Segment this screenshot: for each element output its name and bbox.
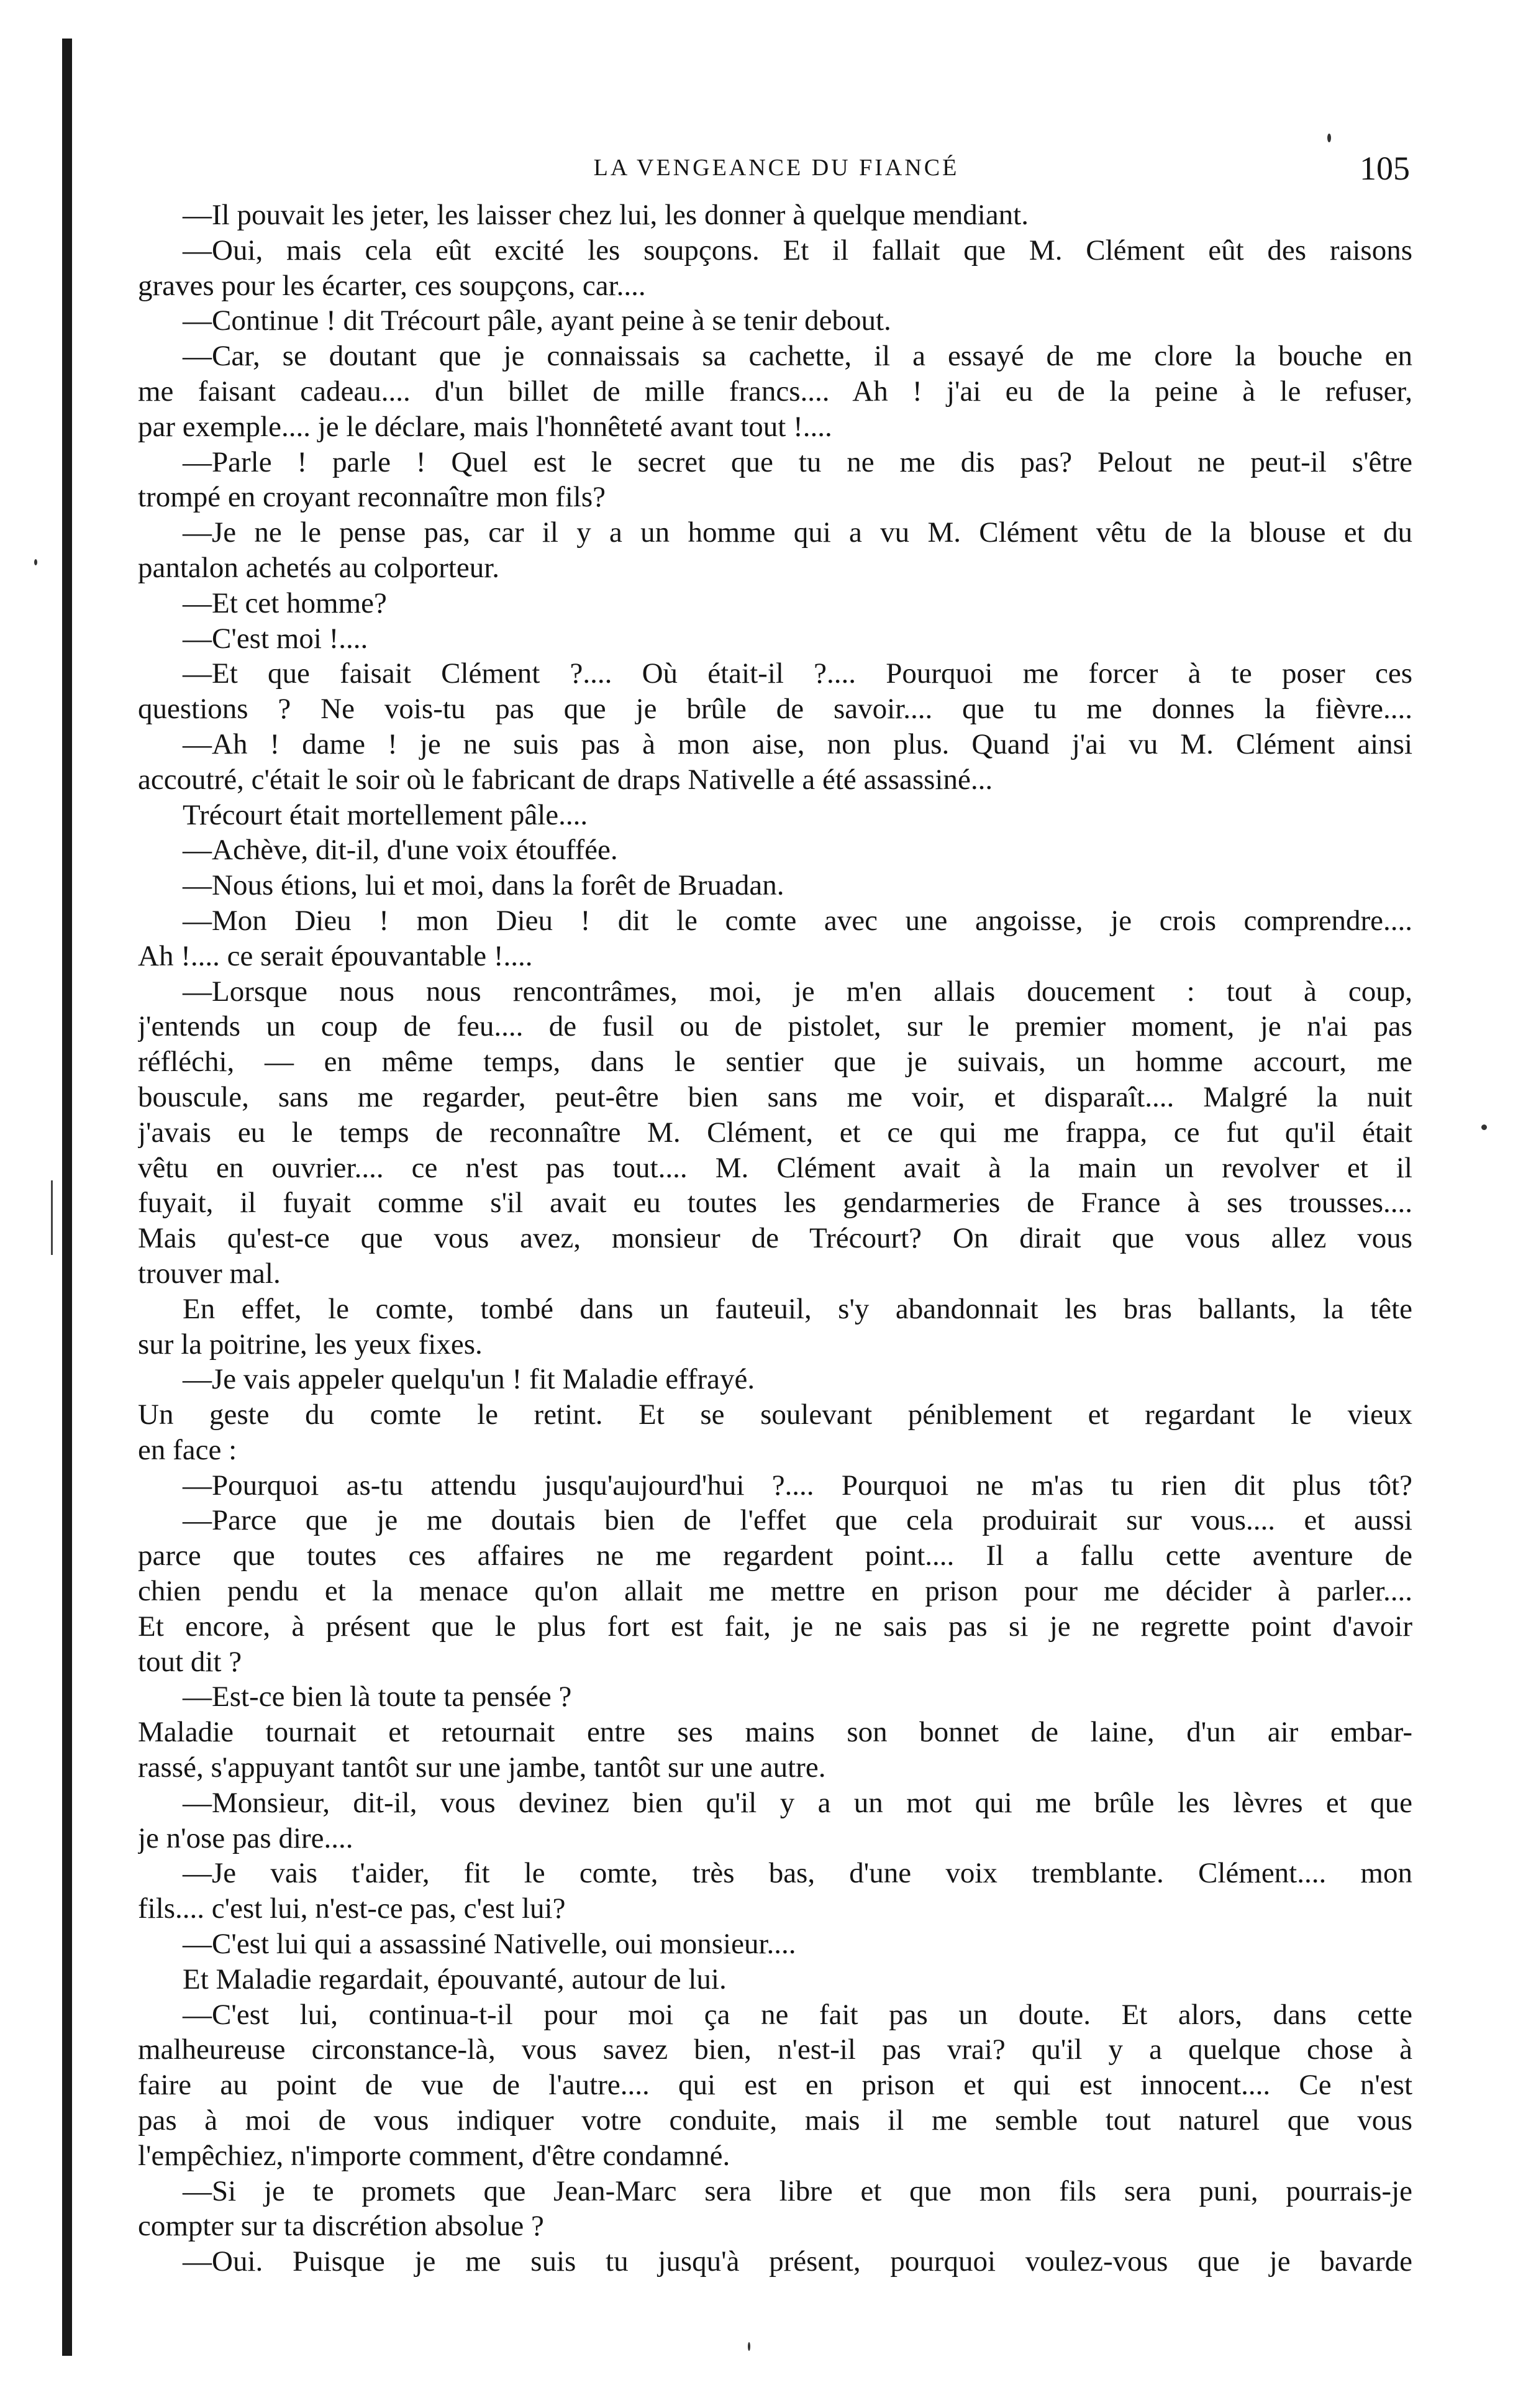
text-line: trouver mal. xyxy=(138,1257,281,1290)
text-line: pantalon achetés au colporteur. xyxy=(138,551,500,584)
text-line: —Je ne le pense pas, car il y a un homme qui a vu M. Clément vêtu de la blouse et du xyxy=(183,516,1412,549)
running-head xyxy=(143,149,1410,193)
text-line: en face : xyxy=(138,1433,237,1466)
text-line: —Et que faisait Clément ?.... Où était-il ?.... Pourquoi me forcer à te poser ces xyxy=(183,657,1412,690)
print-speck xyxy=(34,559,37,565)
text-line: Ah !.... ce serait épouvantable !.... xyxy=(138,939,533,972)
text-line: Et Maladie regardait, épouvanté, autour de lui. xyxy=(183,1963,727,1995)
text-line: rassé, s'appuyant tantôt sur une jambe, tantôt sur une autre. xyxy=(138,1751,826,1784)
text-line: Et encore, à présent que le plus fort est fait, je ne sais pas si je ne regrette point d'avoir xyxy=(138,1610,1412,1643)
text-line: je n'ose pas dire.... xyxy=(138,1822,353,1854)
text-line: —Parle ! parle ! Quel est le secret que tu ne me dis pas? Pelout ne peut-il s'être xyxy=(183,445,1412,478)
text-line: —Est-ce bien là toute ta pensée ? xyxy=(183,1681,572,1713)
text-line: —Si je te promets que Jean-Marc sera libre et que mon fils sera puni, pourrais-je xyxy=(183,2174,1412,2207)
print-speck xyxy=(1327,134,1331,142)
text-line: tout dit ? xyxy=(138,1645,242,1678)
text-line: —Continue ! dit Trécourt pâle, ayant peine à se tenir debout. xyxy=(183,304,891,337)
text-line: accoutré, c'était le soir où le fabricant de draps Nativelle a été assassiné... xyxy=(138,763,993,796)
text-line: Maladie tournait et retournait entre ses mains son bonnet de laine, d'un air embar- xyxy=(138,1716,1412,1749)
text-line: —Il pouvait les jeter, les laisser chez lui, les donner à quelque mendiant. xyxy=(183,199,1029,231)
text-line: sur la poitrine, les yeux fixes. xyxy=(138,1328,483,1361)
binding-edge-line xyxy=(62,39,72,2356)
text-line: malheureuse circonstance-là, vous savez bien, n'est-il pas vrai? qu'il y a quelque chose à xyxy=(138,2033,1412,2066)
text-line: —Lorsque nous nous rencontrâmes, moi, je m'en allais doucement : tout à coup, xyxy=(183,975,1412,1008)
text-line: fuyait, il fuyait comme s'il avait eu toutes les gendarmeries de France à ses trousses.... xyxy=(138,1187,1412,1220)
text-line: —Oui, mais cela eût excité les soupçons. Et il fallait que M. Clément eût des raisons xyxy=(183,234,1412,267)
text-line: faire au point de vue de l'autre.... qui est en prison et qui est innocent.... Ce n'est xyxy=(138,2069,1412,2102)
text-line: —C'est lui, continua-t-il pour moi ça ne fait pas un doute. Et alors, dans cette xyxy=(183,1998,1412,2031)
text-line: —Oui. Puisque je me suis tu jusqu'à présent, pourquoi voulez-vous que je bavarde xyxy=(183,2245,1412,2278)
text-line: chien pendu et la menace qu'on allait me mettre en prison pour me décider à parler.... xyxy=(138,1575,1412,1608)
running-title: LA VENGEANCE DU FIANCÉ xyxy=(593,155,960,181)
text-line: par exemple.... je le déclare, mais l'honnêteté avant tout !.... xyxy=(138,410,832,443)
text-line: graves pour les écarter, ces soupçons, car.... xyxy=(138,269,646,302)
text-line: vêtu en ouvrier.... ce n'est pas tout.... M. Clément avait à la main un revolver et il xyxy=(138,1151,1412,1184)
text-line: questions ? Ne vois-tu pas que je brûle de savoir.... que tu me donnes la fièvre.... xyxy=(138,693,1412,726)
text-line: fils.... c'est lui, n'est-ce pas, c'est lui? xyxy=(138,1892,566,1925)
text-line: bouscule, sans me regarder, peut-être bien sans me voir, et disparaît.... Malgré la nuit xyxy=(138,1080,1412,1113)
text-line: —Parce que je me doutais bien de l'effet que cela produirait sur vous.... et aussi xyxy=(183,1504,1412,1537)
text-line: me faisant cadeau.... d'un billet de mille francs.... Ah ! j'ai eu de la peine à le refuser, xyxy=(138,375,1412,408)
text-line: parce que toutes ces affaires ne me regardent point.... Il a fallu cette aventure de xyxy=(138,1539,1412,1572)
print-speck xyxy=(748,2342,750,2351)
text-line: Un geste du comte le retint. Et se soulevant péniblement et regardant le vieux xyxy=(138,1398,1412,1431)
text-line: En effet, le comte, tombé dans un fauteuil, s'y abandonnait les bras ballants, la tête xyxy=(183,1292,1412,1325)
text-line: —Car, se doutant que je connaissais sa cachette, il a essayé de me clore la bouche en xyxy=(183,340,1412,373)
text-line: —Je vais appeler quelqu'un ! fit Maladie effrayé. xyxy=(183,1363,755,1396)
text-line: Trécourt était mortellement pâle.... xyxy=(183,798,588,831)
text-line: —Mon Dieu ! mon Dieu ! dit le comte avec une angoisse, je crois comprendre.... xyxy=(183,904,1412,937)
text-line: j'avais eu le temps de reconnaître M. Clément, et ce qui me frappa, ce fut qu'il était xyxy=(138,1116,1412,1149)
text-line: —Achève, dit-il, d'une voix étouffée. xyxy=(183,834,618,867)
text-line: —Pourquoi as-tu attendu jusqu'aujourd'hui ?.... Pourquoi ne m'as tu rien dit plus tôt? xyxy=(183,1469,1412,1502)
text-line: —Je vais t'aider, fit le comte, très bas, d'une voix tremblante. Clément.... mon xyxy=(183,1857,1412,1890)
page-number: 105 xyxy=(1360,150,1410,187)
text-line: j'entends un coup de feu.... de fusil ou de pistolet, sur le premier moment, je n'ai pas xyxy=(138,1010,1412,1043)
text-line: —C'est moi !.... xyxy=(183,622,368,655)
text-line: pas à moi de vous indiquer votre conduite, mais il me semble tout naturel que vous xyxy=(138,2104,1412,2137)
text-line: —Nous étions, lui et moi, dans la forêt de Bruadan. xyxy=(183,869,784,902)
print-speck xyxy=(1481,1124,1487,1130)
text-line: —Monsieur, dit-il, vous devinez bien qu'il y a un mot qui me brûle les lèvres et que xyxy=(183,1786,1412,1819)
text-line: —Ah ! dame ! je ne suis pas à mon aise, non plus. Quand j'ai vu M. Clément ainsi xyxy=(183,727,1412,760)
text-line: réfléchi, — en même temps, dans le sentier que je suivais, un homme accourt, me xyxy=(138,1046,1412,1079)
text-line: l'empêchiez, n'importe comment, d'être condamné. xyxy=(138,2139,730,2172)
text-line: trompé en croyant reconnaître mon fils? xyxy=(138,481,606,514)
text-line: compter sur ta discrétion absolue ? xyxy=(138,2210,544,2243)
body-text xyxy=(138,198,1412,2279)
text-line: Mais qu'est-ce que vous avez, monsieur de Trécourt? On dirait que vous allez vous xyxy=(138,1222,1412,1255)
binding-edge-mark xyxy=(51,1180,53,1255)
text-line: —Et cet homme? xyxy=(183,586,387,619)
text-line: —C'est lui qui a assassiné Nativelle, oui monsieur.... xyxy=(183,1928,796,1961)
